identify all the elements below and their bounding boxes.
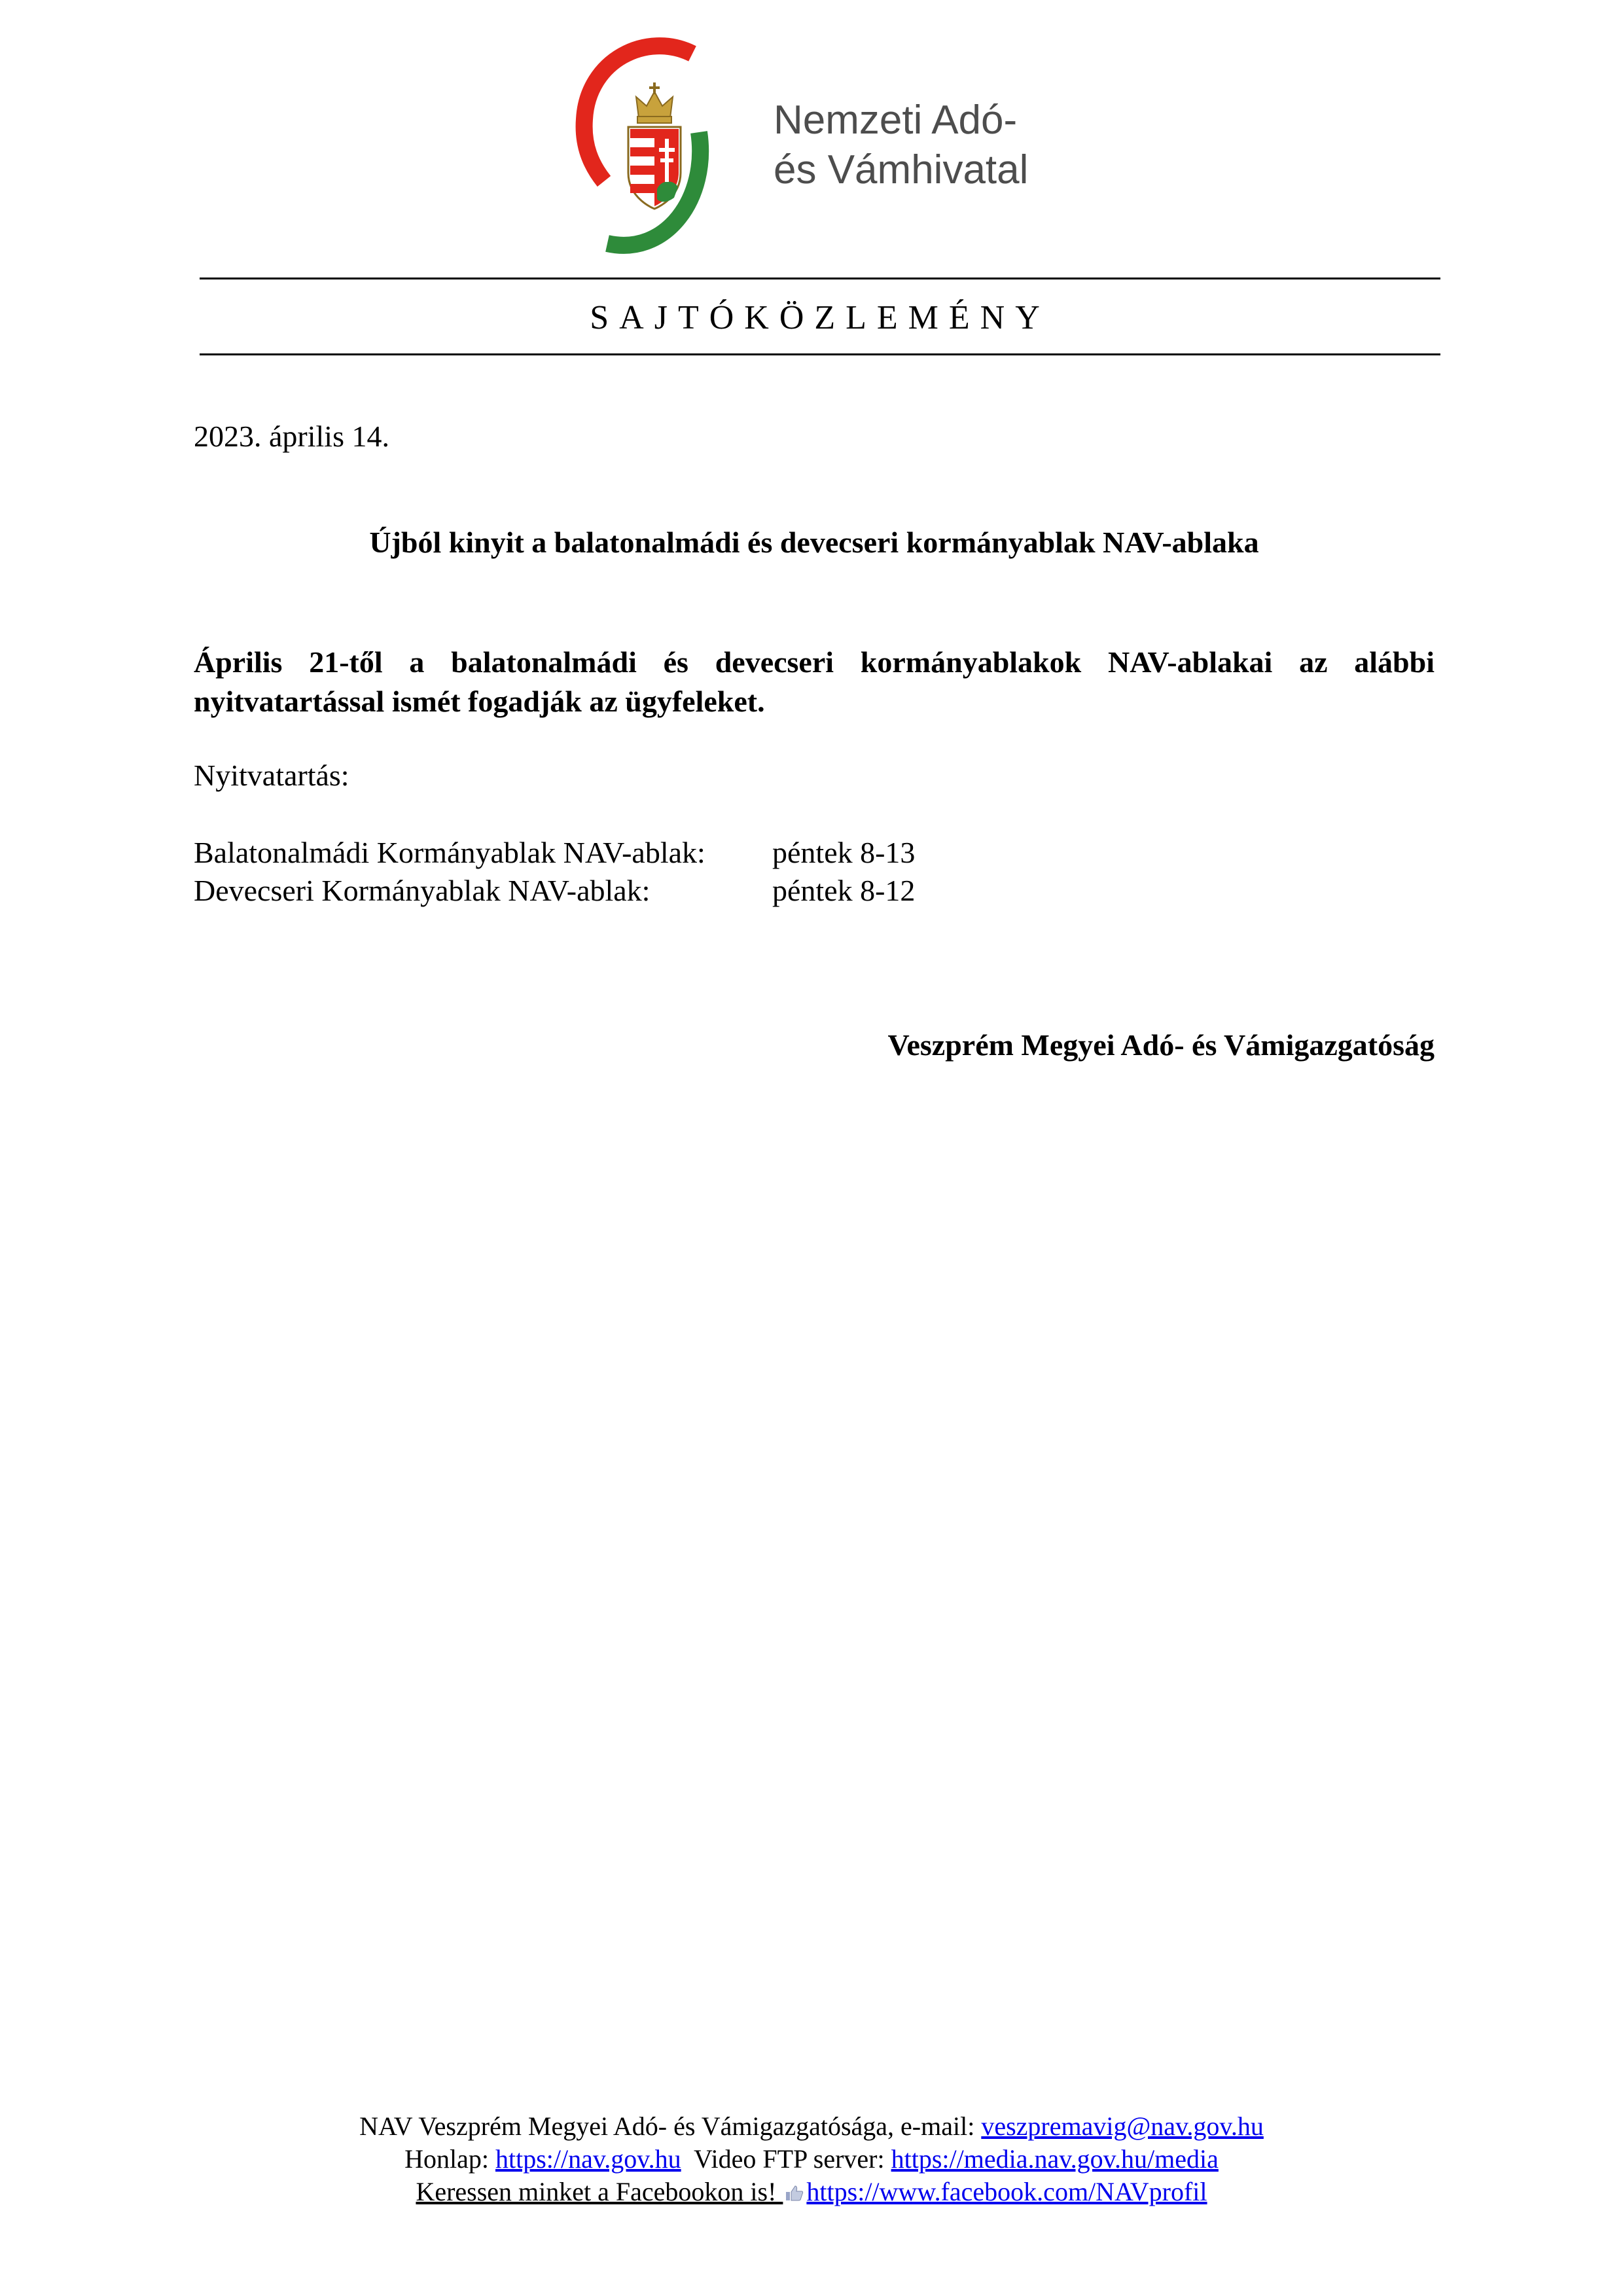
opening-hours-row bbox=[194, 872, 915, 910]
office-hours: péntek 8-13 bbox=[772, 836, 916, 869]
header-rule-top bbox=[200, 278, 1440, 279]
lead-line-2: nyitvatartással ismét fogadják az ügyfeleket. bbox=[194, 685, 765, 718]
homepage-label: Honlap: bbox=[404, 2144, 495, 2174]
logo-line-1: Nemzeti Adó- bbox=[774, 98, 1018, 143]
headline: Újból kinyit a balatonalmádi és devecseri kormányablak NAV-ablaka bbox=[369, 526, 1259, 559]
logo-line-2: és Vámhivatal bbox=[774, 147, 1029, 192]
footer-facebook-line bbox=[0, 2176, 1623, 2208]
opening-hours-list bbox=[194, 834, 915, 910]
release-date: 2023. április 14. bbox=[194, 420, 389, 453]
logo-wordmark bbox=[774, 96, 1028, 195]
facebook-text: Keressen minket a Facebookon is! bbox=[416, 2177, 783, 2206]
office-hours: péntek 8-12 bbox=[772, 874, 916, 907]
footer bbox=[0, 2110, 1623, 2208]
ftp-link[interactable]: https://media.nav.gov.hu/media bbox=[891, 2144, 1219, 2174]
facebook-link[interactable]: https://www.facebook.com/NAVprofil bbox=[806, 2177, 1207, 2206]
ftp-label: Video FTP server: bbox=[681, 2144, 891, 2174]
opening-hours-row bbox=[194, 834, 915, 872]
footer-web-line bbox=[0, 2143, 1623, 2176]
footer-contact-line bbox=[0, 2110, 1623, 2143]
signature: Veszprém Megyei Adó- és Vámigazgatóság bbox=[887, 1028, 1435, 1062]
footer-org-text: NAV Veszprém Megyei Adó- és Vámigazgatósága, e-mail: bbox=[359, 2111, 982, 2141]
email-link[interactable]: veszpremavig@nav.gov.hu bbox=[981, 2111, 1264, 2141]
office-name: Devecseri Kormányablak NAV-ablak: bbox=[194, 874, 651, 907]
nav-logo bbox=[568, 34, 725, 263]
homepage-link[interactable]: https://nav.gov.hu bbox=[495, 2144, 681, 2174]
opening-hours-label: Nyitvatartás: bbox=[194, 759, 349, 792]
header-rule-bottom bbox=[200, 353, 1440, 355]
document-type-title: SAJTÓKÖZLEMÉNY bbox=[590, 299, 1050, 336]
lead-paragraph bbox=[194, 643, 1435, 721]
office-name: Balatonalmádi Kormányablak NAV-ablak: bbox=[194, 836, 705, 869]
thumbs-up-icon bbox=[785, 2177, 804, 2194]
lead-line-1: Április 21-től a balatonalmádi és devecseri kormányablakok NAV-ablakai az alábbi bbox=[194, 645, 1435, 679]
